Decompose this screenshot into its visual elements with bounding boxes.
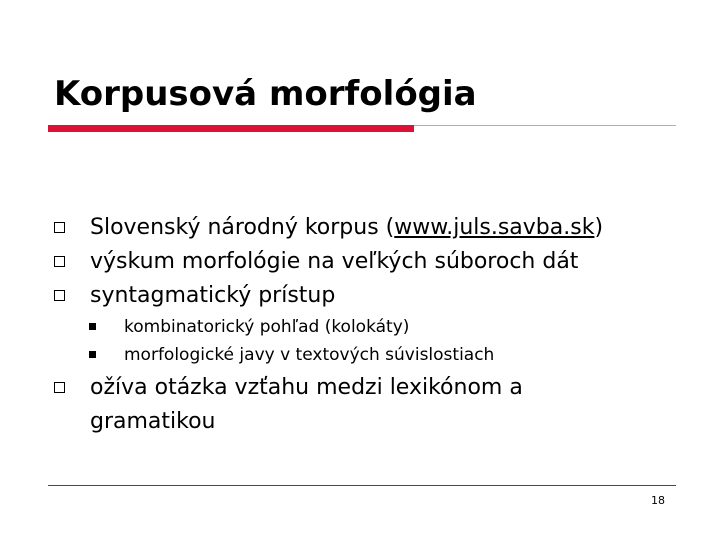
list-item-line-2: gramatikou <box>90 409 216 434</box>
corpus-link[interactable]: www.juls.savba.sk <box>394 215 595 240</box>
list-item-text: výskum morfológie na veľkých súboroch dát <box>90 249 579 274</box>
filled-square-bullet-icon <box>89 323 96 330</box>
page-number: 18 <box>651 494 665 507</box>
hollow-square-bullet-icon <box>54 382 65 393</box>
list-item-line-1: ožíva otázka vzťahu medzi lexikónom a <box>90 375 523 400</box>
footer-rule <box>48 485 676 486</box>
list-item-text <box>90 211 603 245</box>
list-item-text <box>90 371 523 439</box>
hollow-square-bullet-icon <box>54 256 65 267</box>
sub-list-item-text: kombinatorický pohľad (kolokáty) <box>124 317 410 337</box>
slide-title: Korpusová morfológia <box>54 74 477 114</box>
list-item-prefix: Slovenský národný korpus ( <box>90 215 395 240</box>
sub-list-item-text: morfologické javy v textových súvislostiach <box>124 345 495 365</box>
filled-square-bullet-icon <box>89 351 96 358</box>
list-item-text: syntagmatický prístup <box>90 283 336 308</box>
hollow-square-bullet-icon <box>54 222 65 233</box>
hollow-square-bullet-icon <box>54 290 65 301</box>
list-item-suffix: ) <box>594 215 604 240</box>
